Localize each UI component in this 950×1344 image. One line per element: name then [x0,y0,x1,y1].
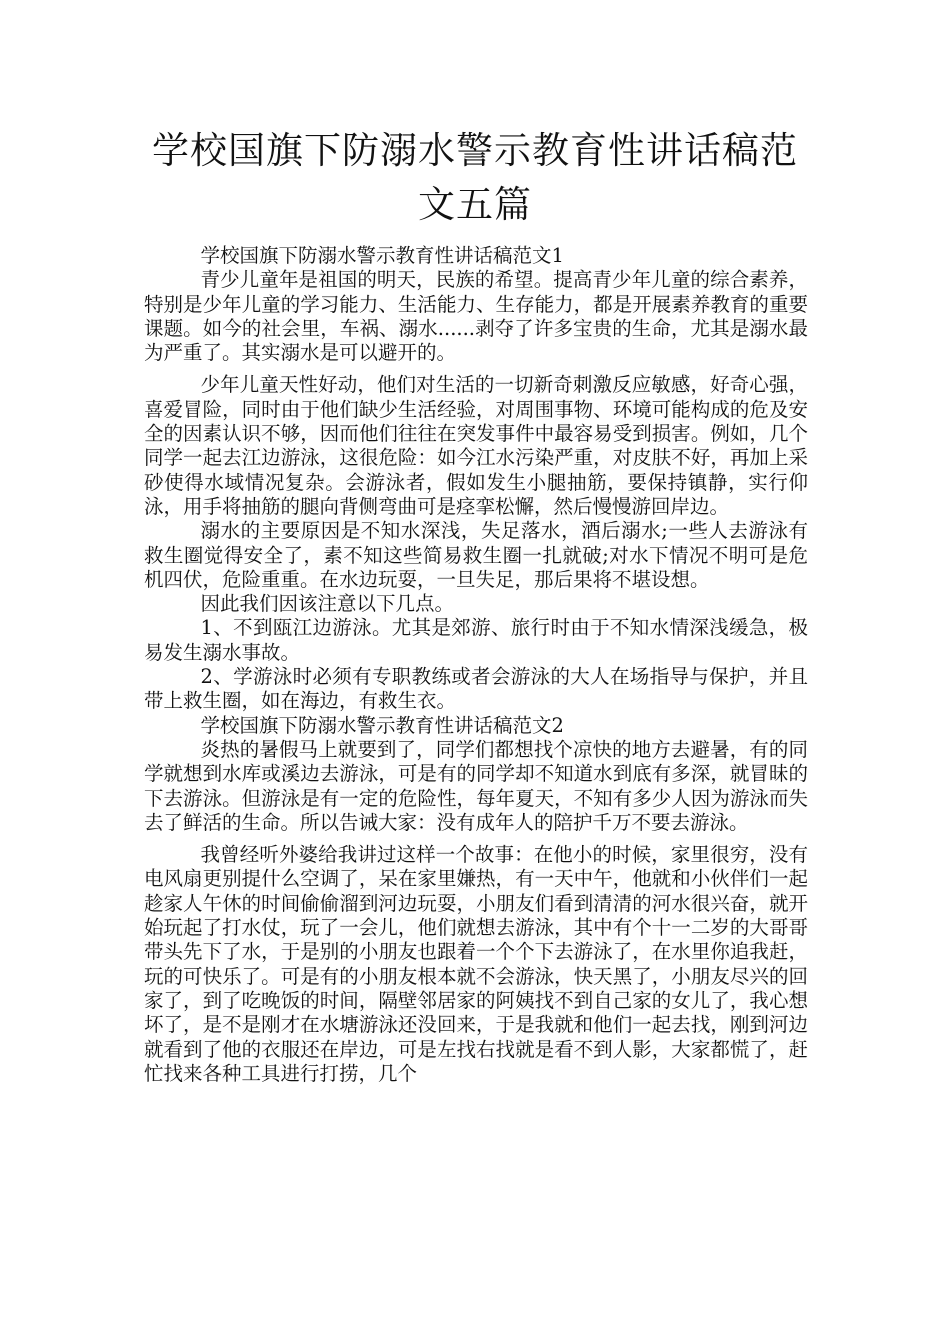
paragraph: 炎热的暑假马上就要到了，同学们都想找个凉快的地方去避暑，有的同学就想到水库或溪边去游泳，可是有的同学却不知道水到底有多深，就冒昧的下去游泳。但游泳是有一定的危险性，每年夏天，不知有多少人因为游泳而失去了鲜活的生命。所以告诫大家：没有成年人的陪护千万不要去游泳。 [144,737,808,834]
list-item: 2、学游泳时必须有专职教练或者会游泳的大人在场指导与保护，并且带上救生圈，如在海边，有救生衣。 [144,665,808,713]
paragraph: 青少儿童年是祖国的明天，民族的希望。提高青少年儿童的综合素养，特别是少年儿童的学习能力、生活能力、生存能力，都是开展素养教育的重要课题。如今的社会里，车祸、溺水......剥夺了许多宝贵的生命，尤其是溺水最为严重了。其实溺水是可以避开的。 [144,268,808,365]
paragraph: 溺水的主要原因是不知水深浅，失足落水，酒后溺水;一些人去游泳有救生圈觉得安全了，素不知这些简易救生圈一扎就破;对水下情况不明可是危机四伏，危险重重。在水边玩耍，一旦失足，那后果将不堪设想。 [144,519,808,591]
document-body [144,244,808,1086]
list-item: 1、不到瓯江边游泳。尤其是郊游、旅行时由于不知水情深浅缓急，极易发生溺水事故。 [144,616,808,664]
paragraph: 少年儿童天性好动，他们对生活的一切新奇刺激反应敏感，好奇心强，喜爱冒险，同时由于他们缺少生活经验，对周围事物、环境可能构成的危及安全的因素认识不够，因而他们往往在突发事件中最容易受到损害。例如，几个同学一起去江边游泳，这很危险：如今江水污染严重，对皮肤不好，再加上采砂使得水域情况复杂。会游泳者，假如发生小腿抽筋，要保持镇静，实行仰泳，用手将抽筋的腿向背侧弯曲可是痉挛松懈，然后慢慢游回岸边。 [144,373,808,518]
paragraph: 因此我们因该注意以下几点。 [200,592,455,616]
paragraph: 我曾经听外婆给我讲过这样一个故事：在他小的时候，家里很穷，没有电风扇更别提什么空调了，呆在家里嫌热，有一天中午，他就和小伙伴们一起趁家人午休的时间偷偷溜到河边玩耍，小朋友们看到清清的河水很兴奋，就开始玩起了打水仗，玩了一会儿，他们就想去游泳，其中有个十一二岁的大哥哥带头先下了水，于是别的小朋友也跟着一个个下去游泳了，在水里你追我赶，玩的可快乐了。可是有的小朋友根本就不会游泳，快天黑了，小朋友尽兴的回家了，到了吃晚饭的时间，隔壁邻居家的阿姨找不到自己家的女儿了，我心想坏了，是不是刚才在水塘游泳还没回来，于是我就和他们一起去找，刚到河边就看到了他的衣服还在岸边，可是左找右找就是看不到人影，大家都慌了，赶忙找来各种工具进行打捞，几个 [144,843,808,1085]
section-heading-1: 学校国旗下防溺水警示教育性讲话稿范文1 [200,244,564,267]
document-title: 学校国旗下防溺水警示教育性讲话稿范文五篇 [152,129,798,226]
section-heading-2: 学校国旗下防溺水警示教育性讲话稿范文2 [200,713,564,737]
